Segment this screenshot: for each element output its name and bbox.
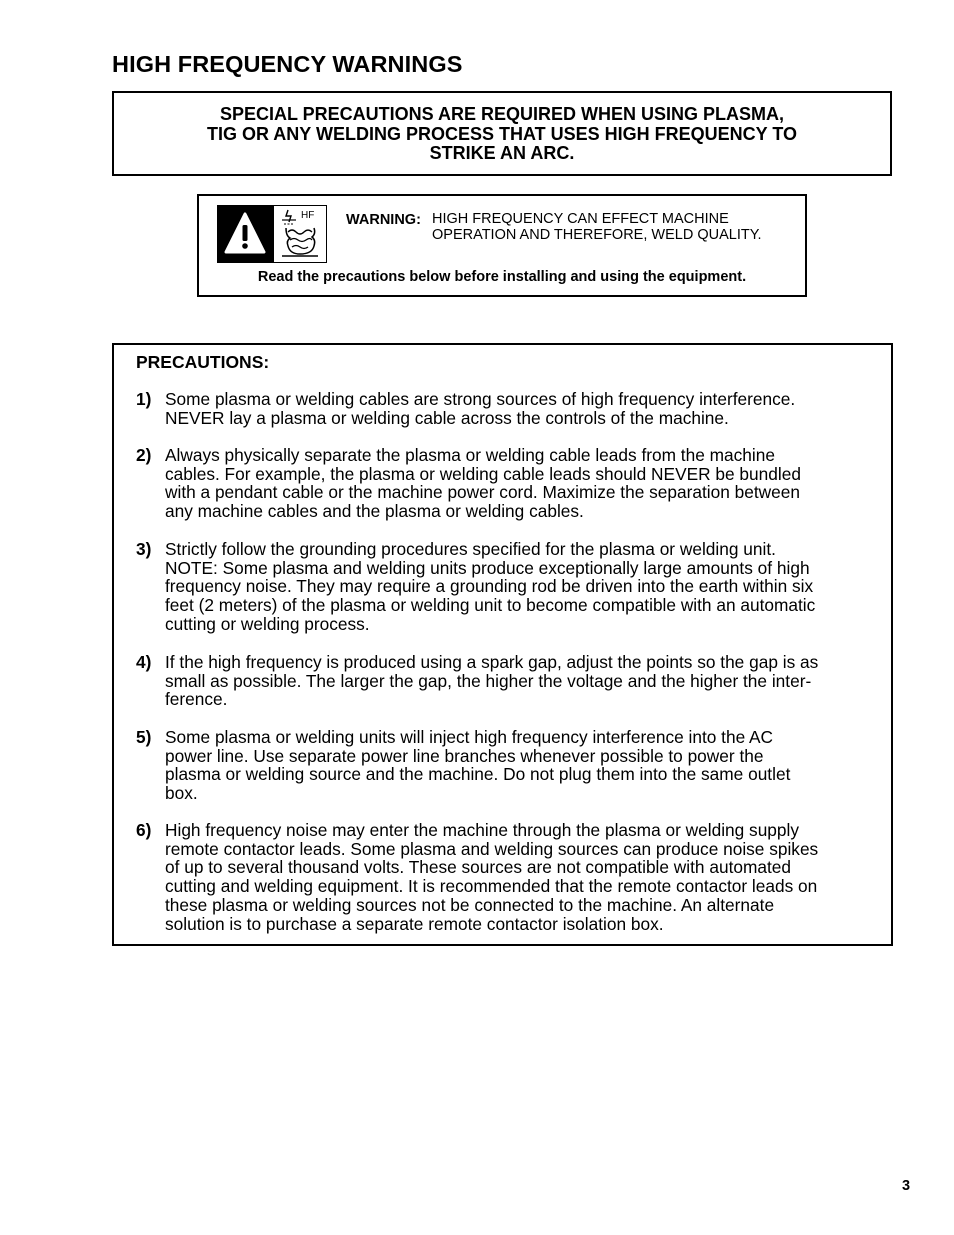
precaution-number: 2) <box>136 445 152 465</box>
special-precautions-text <box>114 105 890 164</box>
warning-message-line: OPERATION AND THEREFORE, WELD QUALITY. <box>432 226 762 243</box>
precaution-line: power line. Use separate power line branches whenever possible to power the <box>165 745 764 766</box>
precaution-text <box>165 540 876 634</box>
warning-message <box>432 212 762 243</box>
precaution-text <box>165 728 876 803</box>
precaution-line: box. <box>165 783 198 804</box>
page-number: 3 <box>902 1178 911 1194</box>
precaution-line: these plasma or welding sources not be connected to the machine. An alternate <box>165 894 775 915</box>
precaution-text <box>165 390 876 427</box>
special-line: STRIKE AN ARC. <box>429 143 575 163</box>
precautions-box <box>112 343 893 946</box>
precaution-line: High frequency noise may enter the machine through the plasma or welding supply <box>165 820 800 840</box>
precaution-text <box>165 446 876 521</box>
precaution-number: 4) <box>136 652 152 672</box>
precaution-line: cutting and welding equipment. It is recommended that the remote contactor leads on <box>165 876 818 897</box>
precaution-line: Always physically separate the plasma or welding cable leads from the machine <box>165 445 775 465</box>
precaution-item-6 <box>136 821 876 933</box>
warning-triangle-icon <box>217 205 273 263</box>
precaution-text <box>165 653 876 709</box>
precaution-line: NEVER lay a plasma or welding cable across the controls of the machine. <box>165 407 729 428</box>
precaution-line: Some plasma or welding units will inject high frequency interference into the AC <box>165 727 774 747</box>
special-precautions-box <box>112 91 892 176</box>
precaution-line: NOTE: Some plasma and welding units produce exceptionally large amounts of high <box>165 557 810 578</box>
special-line: SPECIAL PRECAUTIONS ARE REQUIRED WHEN USING PLASMA, <box>219 104 785 124</box>
precaution-line: If the high frequency is produced using a spark gap, adjust the points so the gap is as <box>165 652 819 672</box>
precaution-line: Some plasma or welding cables are strong sources of high frequency interference. <box>165 389 796 409</box>
special-line: TIG OR ANY WELDING PROCESS THAT USES HIGH FREQUENCY TO <box>206 123 798 144</box>
precaution-line: plasma or welding source and the machine. Do not plug them into the same outlet <box>165 764 791 785</box>
precaution-line: Strictly follow the grounding procedures specified for the plasma or welding unit. <box>165 539 776 559</box>
page-title: HIGH FREQUENCY WARNINGS <box>112 51 463 77</box>
precaution-text <box>165 821 876 933</box>
precaution-line: with a pendant cable or the machine power cord. Maximize the separation between <box>165 482 800 503</box>
precaution-line: cables. For example, the plasma or welding cable leads should NEVER be bundled <box>165 463 801 484</box>
precaution-number: 5) <box>136 727 152 747</box>
precaution-line: cutting or welding process. <box>165 613 370 634</box>
precaution-item-5 <box>136 728 876 803</box>
precaution-number: 6) <box>136 820 152 840</box>
high-frequency-hazard-icon <box>273 205 327 263</box>
warning-box <box>197 194 807 297</box>
precautions-title: PRECAUTIONS: <box>136 352 270 372</box>
warning-label: WARNING: <box>346 212 421 228</box>
precaution-item-1 <box>136 390 876 427</box>
precaution-line: ference. <box>165 689 228 710</box>
hf-icon-label: HF <box>301 210 315 221</box>
precaution-line: of up to several thousand volts. These sources are not compatible with automated <box>165 857 792 878</box>
precaution-line: frequency noise. They may require a grounding rod be driven into the earth within six <box>165 576 814 597</box>
precaution-line: remote contactor leads. Some plasma and welding sources can produce noise spikes <box>165 838 819 859</box>
precaution-number: 3) <box>136 539 152 559</box>
precaution-item-4 <box>136 653 876 709</box>
precaution-item-3 <box>136 540 876 634</box>
precaution-line: any machine cables and the plasma or welding cables. <box>165 501 584 522</box>
precaution-number: 1) <box>136 389 152 409</box>
precaution-item-2 <box>136 446 876 521</box>
precaution-line: solution is to purchase a separate remote contactor isolation box. <box>165 913 664 934</box>
precaution-line: small as possible. The larger the gap, the higher the voltage and the higher the inter- <box>165 670 812 691</box>
warning-message-line: HIGH FREQUENCY CAN EFFECT MACHINE <box>432 211 729 227</box>
read-precautions-note: Read the precautions below before installing and using the equipment. <box>257 269 747 285</box>
precaution-line: feet (2 meters) of the plasma or welding unit to become compatible with an automatic <box>165 595 816 616</box>
